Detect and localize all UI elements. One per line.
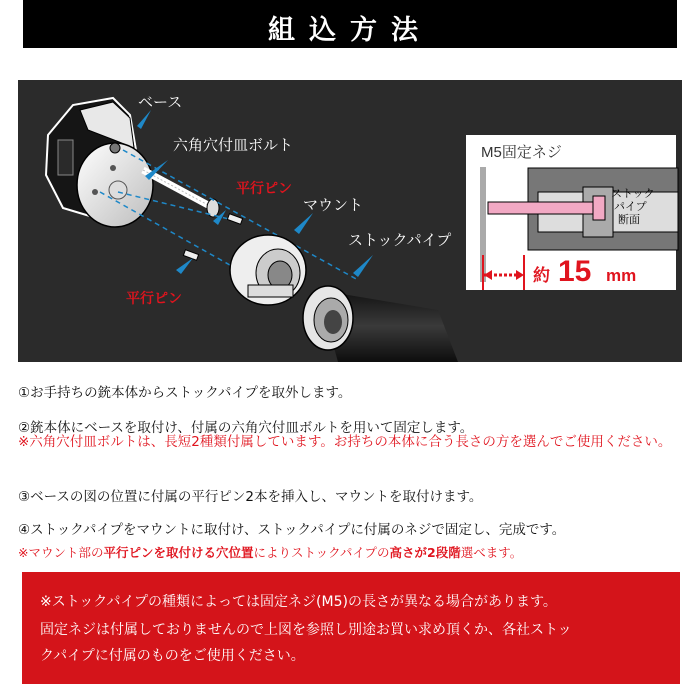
inset-label-screw: M5固定ネジ — [481, 144, 562, 161]
assembly-diagram — [18, 80, 682, 362]
step-3: ③ベースの図の位置に付属の平行ピン2本を挿入し、マウントを取付けます。 — [18, 489, 483, 505]
warning-box — [22, 572, 680, 684]
inset-label-section-3: 断面 — [618, 214, 640, 226]
step-2-note: ※六角穴付皿ボルトは、長短2種類付属しています。お持ちの本体に合う長さの方を選んでご使用ください。 — [18, 434, 672, 450]
base-part — [46, 98, 153, 227]
stock-pipe — [303, 286, 458, 362]
step-2: ②銃本体にベースを取付け、付属の六角穴付皿ボルトを用いて固定します。 — [18, 420, 474, 436]
label-mount: マウント — [303, 197, 364, 214]
diagram-illustration — [18, 80, 682, 362]
step-4: ④ストックパイプをマウントに取付け、ストックパイプに付属のネジで固定し、完成です。 — [18, 522, 566, 538]
label-pin-bottom: 平行ピン — [126, 290, 182, 306]
warning-line-1: ※ストックパイプの種類によっては固定ネジ(M5)の長さが異なる場合があります。 — [40, 594, 557, 610]
mount-part — [230, 235, 306, 305]
inset-dimension-unit: mm — [606, 266, 637, 285]
inset-dimension-value: 15 — [558, 255, 592, 288]
hex-bolt — [143, 170, 219, 217]
inset-label-section-2: パイプ — [614, 201, 647, 213]
label-stock-pipe: ストックパイプ — [348, 232, 452, 249]
label-base: ベース — [138, 94, 183, 111]
page-title: 組込方法 — [268, 15, 432, 46]
inset-dimension-prefix: 約 — [533, 266, 550, 285]
inset-label-section-1: ストック — [611, 188, 655, 200]
step-4-note: ※マウント部の平行ピンを取付ける穴位置によりストックパイプの高さが2段階選べます。 — [18, 545, 523, 560]
warning-line-2: 固定ネジは付属しておりませんので上図を参照し別途お買い求め頂くか、各社ストッ — [40, 622, 572, 638]
step-1: ①お手持ちの銃本体からストックパイプを取外します。 — [18, 385, 352, 401]
title-bar — [23, 0, 677, 48]
warning-line-3: クパイプに付属のものをご使用ください。 — [40, 648, 305, 664]
label-pin-top: 平行ピン — [236, 180, 292, 196]
label-bolt: 六角穴付皿ボルト — [173, 137, 294, 154]
